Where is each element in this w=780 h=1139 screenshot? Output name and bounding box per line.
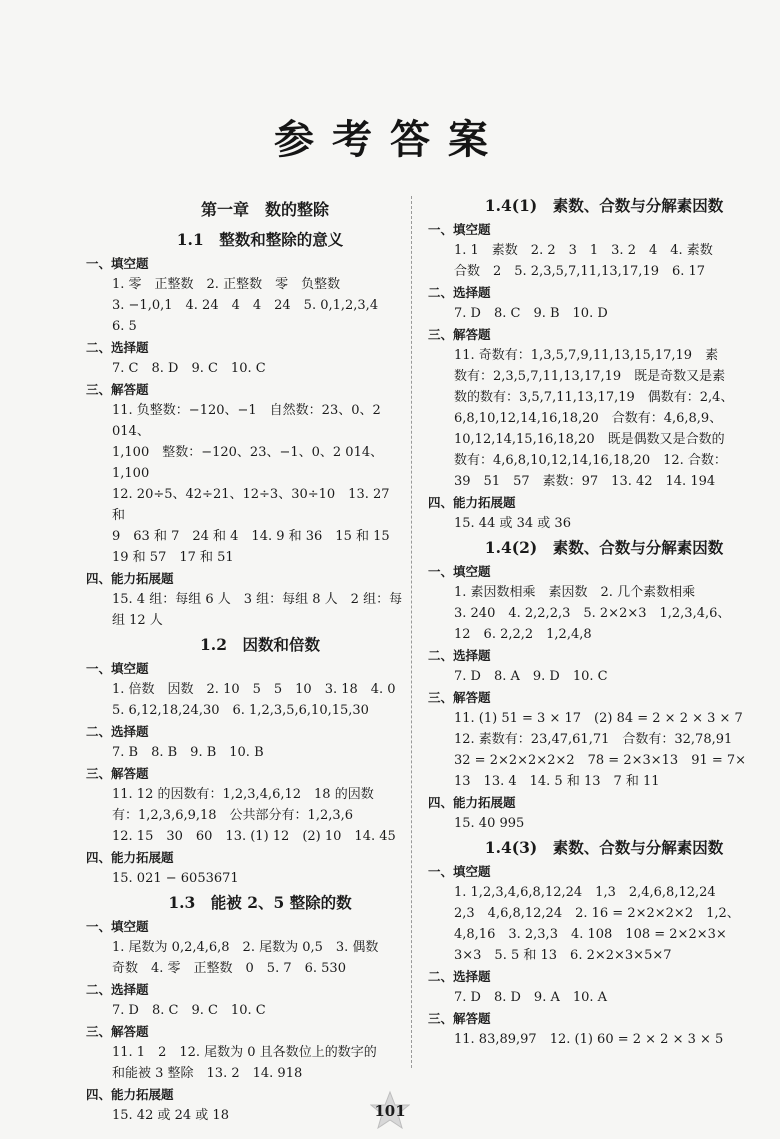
answer-line: 15. 44 或 34 或 36 [454, 516, 571, 531]
answer-line: 2,3 4,6,8,12,24 2. 16 = 2×2×2×2 1,2、 [454, 906, 740, 921]
group-label: 二、选择题 [428, 648, 491, 663]
group-label: 三、解答题 [428, 1011, 491, 1026]
group-label: 三、解答题 [428, 690, 491, 705]
right-column [428, 192, 750, 1050]
answer-line: 12. 素数有：23,47,61,71 合数有：32,78,91 [454, 732, 733, 747]
group-label: 一、填空题 [428, 222, 491, 237]
answer-line: 数的数有：3,5,7,11,13,17,19 偶数有：2,4、 [454, 390, 734, 405]
answer-line: 13 13. 4 14. 5 和 13 7 和 11 [454, 774, 660, 789]
answer-line: 32 = 2×2×2×2×2 78 = 2×3×13 91 = 7× [454, 753, 747, 768]
answer-line: 12. 15 30 60 13. (1) 12 (2) 10 14. 45 [112, 829, 396, 844]
group-label: 二、选择题 [428, 285, 491, 300]
answer-line: 15. 42 或 24 或 18 [112, 1108, 229, 1123]
answer-line: 奇数 4. 零 正整数 0 5. 7 6. 530 [112, 961, 346, 976]
group-label: 二、选择题 [86, 724, 149, 739]
answer-line: 1,100 整数：−120、23、−1、0、2 014、1,100 [112, 445, 384, 481]
column-divider [411, 196, 412, 1068]
answer-line: 7. D 8. A 9. D 10. C [454, 669, 608, 684]
answer-line: 1. 1,2,3,4,6,8,12,24 1,3 2,4,6,8,12,24 [454, 885, 716, 900]
answer-line: 3×3 5. 5 和 13 6. 2×2×3×5×7 [454, 948, 672, 963]
group-label: 二、选择题 [428, 969, 491, 984]
chapter-heading: 第一章 数的整除 [200, 200, 329, 219]
group-label: 一、填空题 [428, 564, 491, 579]
answer-line: 3. 240 4. 2,2,2,3 5. 2×2×3 1,2,3,4,6、 [454, 606, 731, 621]
answer-line: 7. D 8. C 9. B 10. D [454, 306, 608, 321]
answer-line: 11. 负整数：−120、−1 自然数：23、0、2 014、 [112, 403, 381, 439]
answer-line: 11. 12 的因数有：1,2,3,4,6,12 18 的因数 [112, 787, 374, 802]
group-label: 一、填空题 [86, 919, 149, 934]
answer-line: 12 6. 2,2,2 1,2,4,8 [454, 627, 592, 642]
section-heading: 1.4(1) 素数、合数与分解素因数 [484, 196, 724, 215]
group-label: 四、能力拓展题 [86, 571, 174, 586]
answer-line: 7. D 8. D 9. A 10. A [454, 990, 608, 1005]
answer-line: 1. 尾数为 0,2,4,6,8 2. 尾数为 0,5 3. 偶数 [112, 940, 379, 955]
answer-line: 15. 4 组：每组 6 人 3 组：每组 8 人 2 组：每 [112, 592, 403, 607]
group-label: 三、解答题 [428, 327, 491, 342]
page-title: 参考答案 [274, 116, 506, 163]
answer-line: 39 51 57 素数：97 13. 42 14. 194 [454, 474, 716, 489]
answer-line: 9 63 和 7 24 和 4 14. 9 和 36 15 和 15 [112, 529, 390, 544]
group-label: 四、能力拓展题 [86, 1087, 174, 1102]
section-heading: 1.4(2) 素数、合数与分解素因数 [484, 538, 724, 557]
answer-line: 19 和 57 17 和 51 [112, 550, 234, 565]
section-heading: 1.3 能被 2、5 整除的数 [168, 893, 352, 912]
answer-line: 15. 40 995 [454, 816, 525, 831]
answer-line: 数有：2,3,5,7,11,13,17,19 既是奇数又是素 [454, 369, 726, 384]
answer-line: 5. 6,12,18,24,30 6. 1,2,3,5,6,10,15,30 [112, 703, 369, 718]
group-label: 二、选择题 [86, 982, 149, 997]
answer-line: 7. B 8. B 9. B 10. B [112, 745, 264, 760]
section-heading: 1.1 整数和整除的意义 [176, 230, 344, 249]
group-label: 三、解答题 [86, 766, 149, 781]
answer-line: 组 12 人 [112, 613, 163, 628]
answer-line: 6,8,10,12,14,16,18,20 合数有：4,6,8,9、 [454, 411, 723, 426]
answer-line: 有：1,2,3,6,9,18 公共部分有：1,2,3,6 [112, 808, 354, 823]
answer-line: 合数 2 5. 2,3,5,7,11,13,17,19 6. 17 [454, 264, 706, 279]
group-label: 三、解答题 [86, 382, 149, 397]
group-label: 一、填空题 [86, 661, 149, 676]
group-label: 一、填空题 [86, 256, 149, 271]
group-label: 二、选择题 [86, 340, 149, 355]
answer-line: 1. 1 素数 2. 2 3 1 3. 2 4 4. 素数 [454, 243, 713, 258]
answer-line: 11. (1) 51 = 3 × 17 (2) 84 = 2 × 2 × 3 × 7 [454, 711, 743, 726]
group-label: 四、能力拓展题 [428, 495, 516, 510]
page-number: 101 [374, 1102, 406, 1120]
answer-line: 3. −1,0,1 4. 24 4 4 24 5. 0,1,2,3,4 [112, 298, 379, 313]
answer-line: 1. 素因数相乘 素因数 2. 几个素数相乘 [454, 585, 696, 600]
group-label: 四、能力拓展题 [428, 795, 516, 810]
group-label: 一、填空题 [428, 864, 491, 879]
answer-line: 12. 20÷5、42÷21、12÷3、30÷10 13. 27 和 [112, 487, 390, 523]
answer-line: 7. C 8. D 9. C 10. C [112, 361, 266, 376]
section-heading: 1.4(3) 素数、合数与分解素因数 [484, 838, 724, 857]
answer-line: 15. 021 − 6053671 [112, 871, 239, 886]
answer-line: 7. D 8. C 9. C 10. C [112, 1003, 266, 1018]
section-heading: 1.2 因数和倍数 [200, 635, 320, 654]
answer-line: 1. 零 正整数 2. 正整数 零 负整数 [112, 277, 341, 292]
answer-line: 11. 奇数有：1,3,5,7,9,11,13,15,17,19 素 [454, 348, 719, 363]
answer-line: 10,12,14,15,16,18,20 既是偶数又是合数的 [454, 432, 725, 447]
answer-line: 11. 1 2 12. 尾数为 0 且各数位上的数字的 [112, 1045, 377, 1060]
answer-line: 数有：4,6,8,10,12,14,16,18,20 12. 合数： [454, 453, 727, 468]
answer-line: 4,8,16 3. 2,3,3 4. 108 108 = 2×2×3× [454, 927, 727, 942]
group-label: 四、能力拓展题 [86, 850, 174, 865]
answer-line: 6. 5 [112, 319, 137, 334]
answer-line: 和能被 3 整除 13. 2 14. 918 [112, 1066, 303, 1081]
answer-line: 1. 倍数 因数 2. 10 5 5 10 3. 18 4. 0 [112, 682, 396, 697]
answer-line: 11. 83,89,97 12. (1) 60 = 2 × 2 × 3 × 5 [454, 1032, 724, 1047]
left-column [86, 192, 404, 1126]
group-label: 三、解答题 [86, 1024, 149, 1039]
